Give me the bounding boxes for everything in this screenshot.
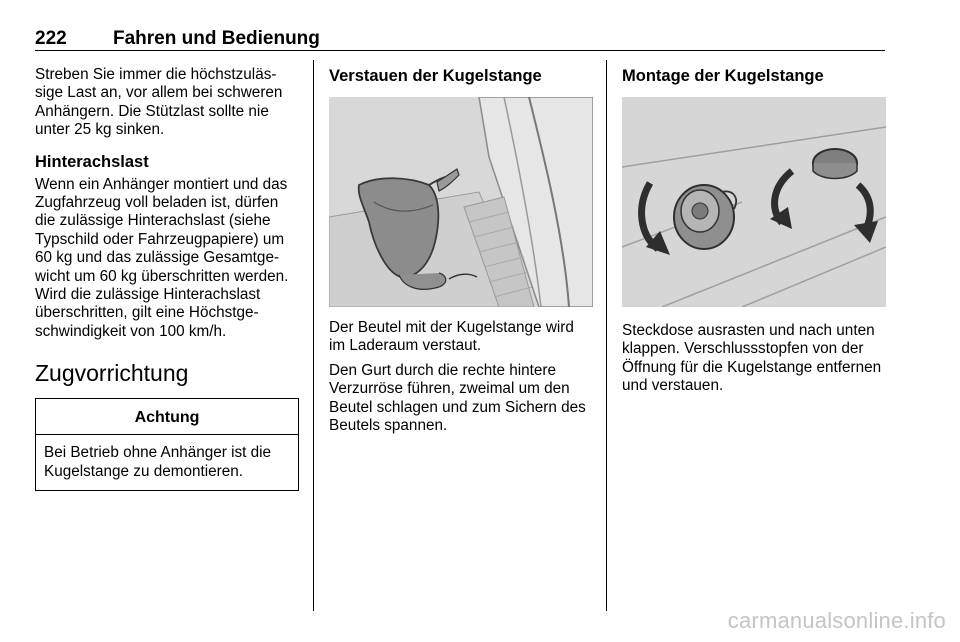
- warning-text-wrap: [36, 435, 298, 490]
- intro-paragraph: Streben Sie immer die höchstzulässige Last an, vor allem bei schweren Anhängern. Die Stützlast sollte nie unter 25 kg sinken.: [35, 66, 283, 139]
- column-divider-2: [606, 60, 607, 611]
- towbar-bag-in-cargo-area-illustration: [329, 97, 593, 307]
- rear-axle-paragraph: Wenn ein Anhänger montiert und das Zugfahrzeug voll beladen ist, dürfen die zulässige Hinterachslast (siehe Typschild oder Fahrzeugpapiere) um 60 kg und das zulässige Gesamtgewicht um 60 kg überschritten werden. Wird die zulässige Hinterachslast überschritten, gilt eine Höchstgeschwindigkeit von 100 km/h.: [35, 175, 289, 340]
- mounting-heading: Montage der Kugelstange: [622, 67, 824, 85]
- column-divider-1: [313, 60, 314, 611]
- column-middle: [329, 66, 593, 435]
- header-divider: [35, 50, 885, 51]
- stowing-caption-2: Den Gurt durch die rechte hintere Verzurröse führen, zweimal um den Beutel schlagen und zum Sichern des Beutels spannen.: [329, 361, 586, 435]
- mounting-caption: Steckdose ausrasten und nach unten klappen. Verschlussstopfen von der Öffnung für die Kugelstange entfernen und verstauen.: [622, 322, 882, 395]
- watermark: carmanualsonline.info: [727, 608, 946, 633]
- page-number: 222: [35, 28, 67, 49]
- stowing-heading: Verstauen der Kugelstange: [329, 67, 542, 85]
- rear-axle-heading: Hinterachslast: [35, 152, 149, 171]
- column-left: [35, 66, 299, 491]
- warning-box: [35, 398, 299, 491]
- warning-text: Bei Betrieb ohne Anhänger ist die Kugelstange zu demontieren.: [44, 444, 272, 480]
- chapter-title: Fahren und Bedienung: [113, 28, 320, 49]
- column-right: [622, 66, 886, 396]
- warning-title: Achtung: [36, 399, 298, 435]
- section-heading: Zugvorrichtung: [35, 360, 189, 387]
- stowing-caption-1: Der Beutel mit der Kugelstange wird im Laderaum verstaut.: [329, 319, 574, 355]
- socket-fold-down-illustration: [622, 97, 886, 307]
